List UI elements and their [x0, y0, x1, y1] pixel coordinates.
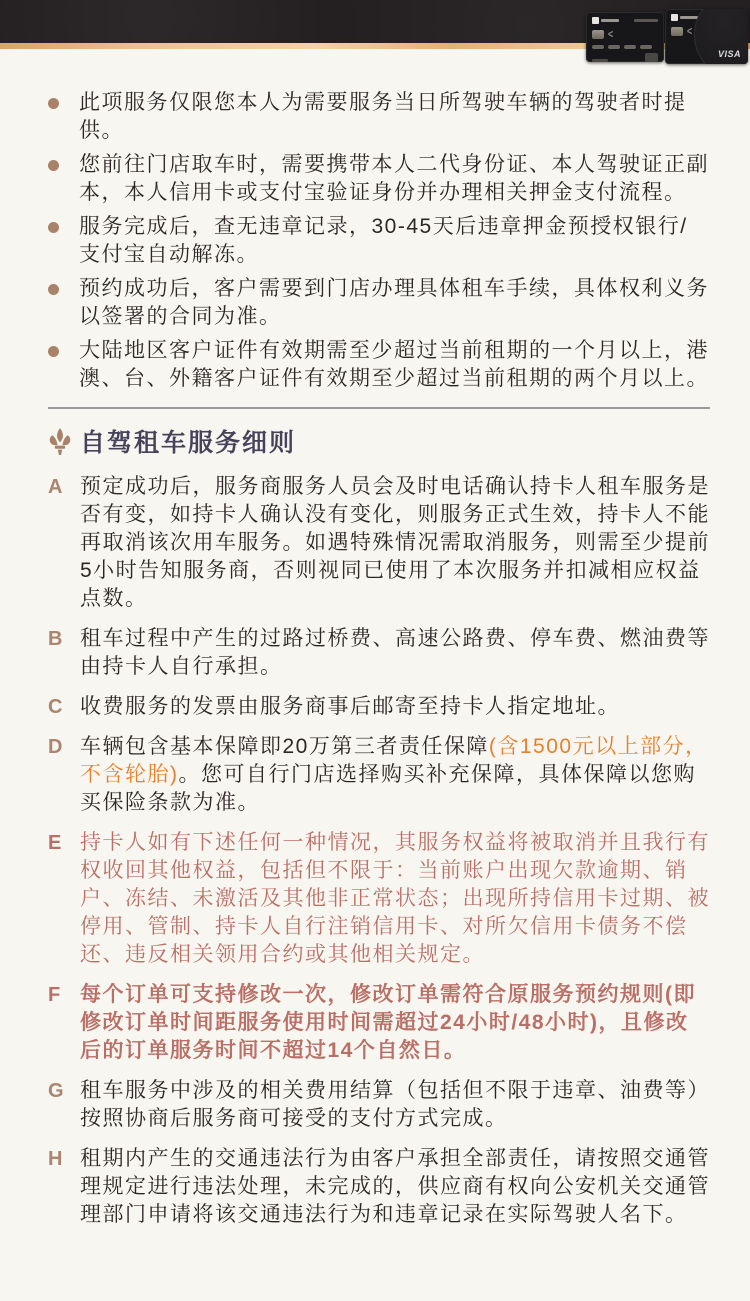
page-header [0, 0, 750, 59]
rule-item-f [48, 981, 710, 1065]
section-title: 自驾租车服务细则 [80, 429, 297, 457]
fleur-de-lis-icon [48, 428, 72, 455]
bullet-dot-icon [48, 160, 59, 171]
rule-text [80, 733, 710, 817]
card-chip-icon [671, 27, 683, 36]
rule-item-a [48, 473, 710, 613]
rule-text: 每个订单可支持修改一次，修改订单需符合原服务预约规则(即修改订单时间距服务使用时间需超过24小时/48小时)，且修改后的订单服务时间不超过14个自然日。 [80, 983, 696, 1062]
contactless-icon: < [687, 24, 693, 38]
list-item [48, 337, 710, 393]
card-name-text [634, 19, 658, 22]
bullet-dot-icon [48, 346, 59, 357]
list-item [48, 89, 710, 145]
rule-text-highlight: (含1500元以上部分，不含轮胎) [80, 735, 708, 786]
general-notes-list [48, 89, 710, 393]
rule-text: 持卡人如有下述任何一种情况，其服务权益将被取消并且我行有权收回其他权益，包括但不限于：当前账户出现欠款逾期、销户、冻结、未激活及其他非正常状态；出现所持信用卡过期、被停用、管制、持卡人自行注销信用卡、对所欠信用卡债务不偿还、违反相关领用合约或其他相关规定。 [80, 831, 710, 966]
section-divider [48, 407, 710, 409]
list-item [48, 151, 710, 207]
note-text: 服务完成后，查无违章记录，30-45天后违章押金预授权银行/支付宝自动解冻。 [79, 215, 688, 266]
list-item [48, 275, 710, 331]
terms-content [0, 49, 750, 1229]
rule-text: 租期内产生的交通违法行为由客户承担全部责任，请按照交通管理规定进行违法处理，未完成的，供应商有权向公安机关交通管理部门申请将该交通违法行为和违章记录在实际驾驶人名下。 [80, 1147, 710, 1226]
note-text: 您前往门店取车时，需要携带本人二代身份证、本人驾驶证正副本，本人信用卡或支付宝验证身份并办理相关押金支付流程。 [79, 153, 709, 204]
rule-text: 收费服务的发票由服务商事后邮寄至持卡人指定地址。 [80, 695, 620, 718]
rule-letter: F [48, 984, 61, 1006]
rule-item-c [48, 693, 710, 721]
bank-logo-icon [671, 14, 698, 21]
rule-item-h [48, 1145, 710, 1229]
credit-card-left [586, 12, 664, 62]
rule-text: 租车服务中涉及的相关费用结算（包括但不限于违章、油费等）按照协商后服务商可接受的支付方式完成。 [80, 1079, 710, 1130]
credit-card-right [665, 9, 748, 64]
rule-letter: H [48, 1148, 63, 1170]
rule-letter: G [48, 1080, 64, 1102]
rule-text: 预定成功后，服务商服务人员会及时电话确认持卡人租车服务是否有变，如持卡人确认没有变化，则服务正式生效，持卡人不能再取消该次用车服务。如遇特殊情况需取消服务，则需至少提前5小时告知服务商，否则视同已使用了本次服务并扣减相应权益点数。 [80, 475, 710, 610]
rule-item-g [48, 1077, 710, 1133]
bank-logo-icon [592, 17, 619, 24]
card-chip-icon [592, 30, 604, 39]
bullet-dot-icon [48, 98, 59, 109]
rule-text: 租车过程中产生的过路过桥费、高速公路费、停车费、燃油费等由持卡人自行承担。 [80, 627, 710, 678]
rule-letter: C [48, 696, 63, 718]
rule-letter: B [48, 628, 63, 650]
card-number-row [592, 45, 658, 49]
list-item [48, 213, 710, 269]
contactless-icon: < [608, 27, 614, 41]
rule-letter: D [48, 736, 63, 758]
credit-cards-graphic [578, 0, 750, 66]
rule-item-d [48, 733, 710, 817]
bullet-dot-icon [48, 222, 59, 233]
bullet-dot-icon [48, 284, 59, 295]
rule-text-plain: 。您可自行门店选择购买补充保障，具体保障以您购买保险条款为准。 [80, 763, 696, 814]
cardholder-name-text [592, 59, 608, 62]
hologram-icon [645, 53, 658, 62]
rule-text-plain: 车辆包含基本保障即20万第三者责任保障 [80, 735, 489, 758]
note-text: 预约成功后，客户需要到门店办理具体租车手续，具体权利义务以签署的合同为准。 [79, 277, 709, 328]
note-text: 大陆地区客户证件有效期需至少超过当前租期的一个月以上，港澳、台、外籍客户证件有效期至少超过当前租期的两个月以上。 [79, 339, 709, 390]
rule-item-b [48, 625, 710, 681]
rule-letter: E [48, 832, 62, 854]
rules-list [48, 473, 710, 1229]
section-header [48, 423, 710, 459]
visa-logo: VISA [717, 49, 741, 59]
rule-letter: A [48, 476, 63, 498]
note-text: 此项服务仅限您本人为需要服务当日所驾驶车辆的驾驶者时提供。 [79, 91, 687, 142]
rule-item-e [48, 829, 710, 969]
